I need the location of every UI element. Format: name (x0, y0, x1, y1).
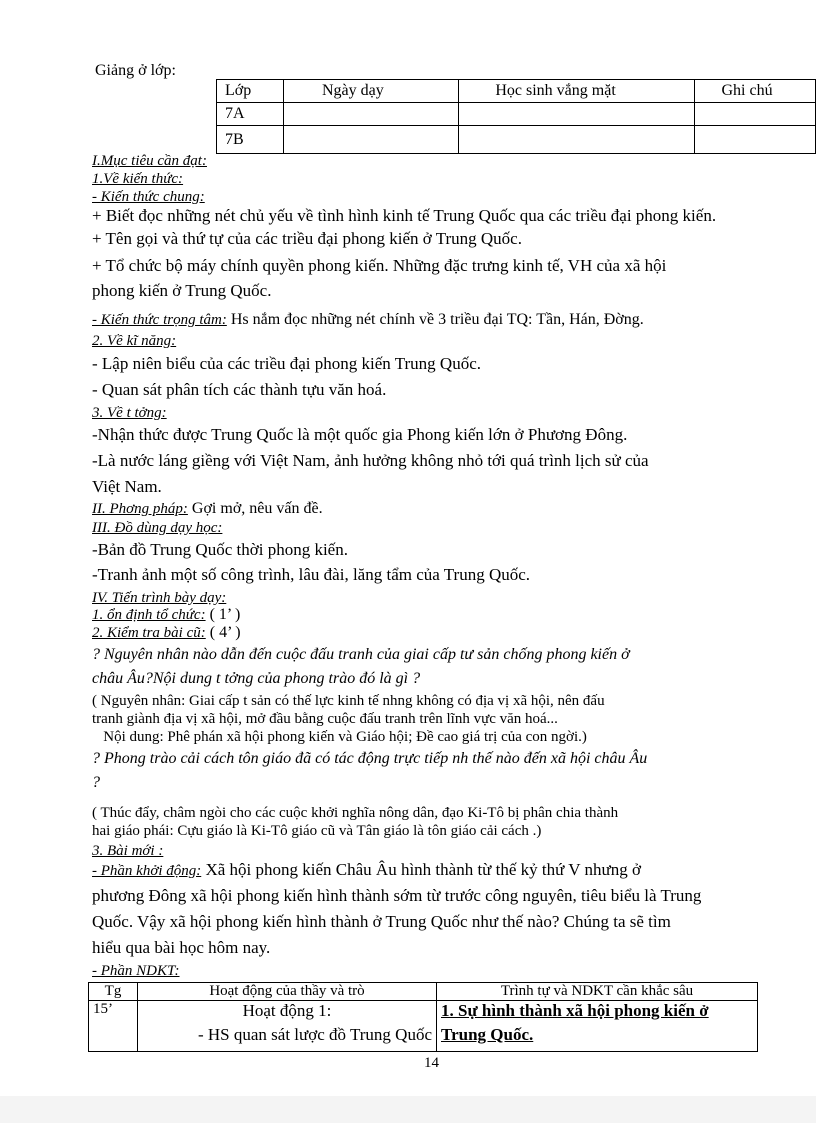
review-answer-1: ( Nguyên nhân: Giai cấp t sản có thế lực kinh tế nhng không có địa vị xã hội, nên đấu (92, 693, 605, 709)
table-cell (695, 103, 816, 126)
step2-line (92, 624, 241, 642)
footer-bar (0, 1096, 816, 1123)
new-lesson-heading: 3. Bài mới : (92, 843, 164, 859)
table-row (217, 103, 816, 126)
attitude-heading: 3. Về t tởng: (92, 405, 167, 421)
table-header-row (217, 80, 816, 103)
focus-heading: - Kiến thức trọng tâm: (92, 312, 227, 328)
method-heading: II. Phơng pháp: (92, 501, 188, 517)
review-question-2: ? (92, 774, 100, 791)
table-header-cell: Ghi chú (695, 80, 816, 103)
review-answer-2: hai giáo phái: Cựu giáo là Ki-Tô giáo cũ và Tân giáo là tôn giáo cải cách .) (92, 823, 542, 839)
attitude-item: -Là nước láng giềng với Việt Nam, ảnh hưởng không nhỏ tới quá trình lịch sử của (92, 451, 649, 470)
intro-text: Xã hội phong kiến Châu Âu hình thành từ thế kỷ thứ V nhưng ở (201, 860, 641, 879)
focus-line (92, 311, 644, 329)
general-item: + Tổ chức bộ máy chính quyền phong kiến. Những đặc trưng kinh tế, VH của xã hội (92, 256, 667, 275)
skills-item: - Quan sát phân tích các thành tựu văn hoá. (92, 380, 387, 399)
attitude-item: Việt Nam. (92, 477, 162, 496)
skills-item: - Lập niên biểu của các triều đại phong kiến Trung Quốc. (92, 354, 482, 373)
step2-heading: 2. Kiểm tra bài cũ: (92, 625, 206, 641)
review-question-1: châu Âu?Nội dung t tởng của phong trào đó là gì ? (92, 670, 421, 687)
page-number: 14 (424, 1055, 439, 1071)
attendance-table (216, 79, 816, 154)
method-text: Gợi mở, nêu vấn đề. (187, 500, 323, 517)
review-question-2: ? Phong trào cải cách tôn giáo đã có tác động trực tiếp nh thế nào đến xã hội châu Âu (92, 750, 648, 767)
table-row (89, 1001, 758, 1052)
table-cell: 7B (217, 126, 284, 154)
activity-title: Hoạt động 1: (242, 1001, 332, 1020)
intro-line: phương Đông xã hội phong kiến hình thành sớm từ trước công nguyên, tiêu biểu là Trung (92, 886, 702, 905)
table-header-cell: Ngày dạy (283, 80, 458, 103)
teaching-label: Giảng ở lớp: (95, 62, 176, 79)
focus-text: Hs nắm đọc những nét chính về 3 triều đại TQ: Tần, Hán, Đờng. (226, 311, 644, 328)
table-cell (283, 103, 458, 126)
ndkt-heading: - Phần NDKT: (92, 963, 180, 979)
general-item: phong kiến ở Trung Quốc. (92, 281, 272, 300)
table-header-cell: Học sinh vắng mặt (459, 80, 695, 103)
intro-line (92, 860, 641, 880)
activity-text: - HS quan sát lược đồ Trung Quốc (197, 1025, 432, 1044)
step1-heading: 1. ổn định tổ chức: (92, 607, 206, 623)
table-cell: 7A (217, 103, 284, 126)
intro-heading: - Phần khởi động: (92, 863, 202, 879)
table-cell (459, 126, 695, 154)
table-header-cell: Tg (89, 983, 138, 1001)
table-header-cell: Trình tự và NDKT cần khắc sâu (437, 983, 758, 1001)
content-line: Trung Quốc. (441, 1025, 534, 1044)
materials-item: -Tranh ảnh một số công trình, lâu đài, lăng tẩm của Trung Quốc. (92, 565, 531, 584)
materials-heading: III. Đồ dùng dạy học: (92, 520, 223, 536)
content-line (441, 1001, 753, 1021)
general-item: + Biết đọc những nét chủ yếu về tình hình kinh tế Trung Quốc qua các triều đại phong kiến. (92, 206, 717, 225)
table-cell (695, 126, 816, 154)
general-knowledge-heading: - Kiến thức chung: (92, 189, 205, 205)
process-heading: IV. Tiến trình bày dạy: (92, 590, 227, 606)
table-row (217, 126, 816, 154)
step2-time: ( 4’ ) (205, 624, 241, 641)
content-line-text: 1. Sự hình thành xã hội phong kiến ở (441, 1001, 709, 1020)
step1-time: ( 1’ ) (205, 606, 241, 623)
general-item: + Tên gọi và thứ tự của các triều đại phong kiến ở Trung Quốc. (92, 229, 522, 248)
materials-item: -Bản đồ Trung Quốc thời phong kiến. (92, 540, 348, 559)
attitude-item: -Nhận thức được Trung Quốc là một quốc gia Phong kiến lớn ở Phương Đông. (92, 425, 628, 444)
intro-line: hiểu qua bài học hôm nay. (92, 938, 271, 957)
method-line (92, 500, 323, 518)
knowledge-heading: 1.Về kiến thức: (92, 171, 184, 187)
activity-cell (138, 1001, 437, 1052)
review-answer-1: tranh giành địa vị xã hội, mở đầu bằng cuộc đấu tranh trên lĩnh vực văn hoá... (92, 711, 558, 727)
step1-line (92, 606, 240, 624)
skills-heading: 2. Về kĩ năng: (92, 333, 177, 349)
objectives-heading: I.Mục tiêu cần đạt: (92, 153, 207, 169)
table-header-cell: Hoạt động của thầy và trò (138, 983, 437, 1001)
time-cell: 15’ (89, 1001, 138, 1052)
content-table (88, 982, 758, 1052)
intro-line: Quốc. Vậy xã hội phong kiến hình thành ở Trung Quốc như thế nào? Chúng ta sẽ tìm (92, 912, 671, 931)
table-header-row (89, 983, 758, 1001)
table-cell (283, 126, 458, 154)
review-question-1: ? Nguyên nhân nào dẫn đến cuộc đấu tranh của giai cấp tư sản chống phong kiến ở (92, 646, 630, 663)
review-answer-2: ( Thúc đẩy, châm ngòi cho các cuộc khởi nghĩa nông dân, đạo Ki-Tô bị phân chia thành (92, 805, 619, 821)
table-cell (459, 103, 695, 126)
content-cell (437, 1001, 758, 1052)
review-answer-1: Nội dung: Phê phán xã hội phong kiến và Giáo hội; Đề cao giá trị của con ngời.) (92, 729, 587, 745)
table-header-cell: Lớp (217, 80, 284, 103)
